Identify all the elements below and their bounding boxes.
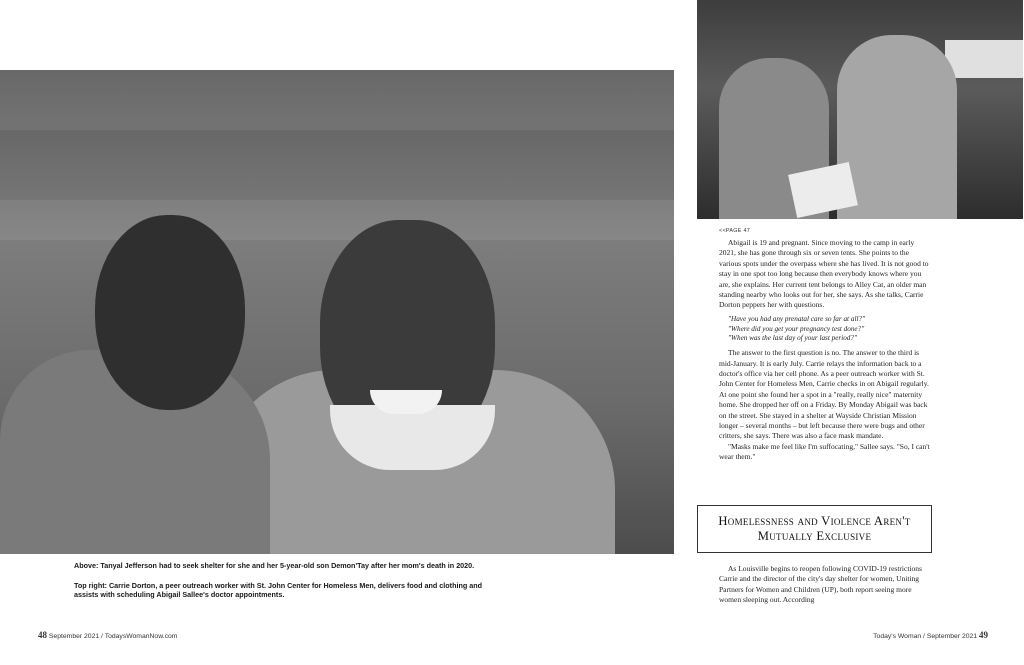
paragraph: "Masks make me feel like I'm suffocating," Sallee says. "So, I can't wear them." bbox=[719, 441, 930, 462]
caption-above: Above: Tanyal Jefferson had to seek shelter for she and her 5-year-old son Demon'Tay after her mom's death in 2020. bbox=[74, 561, 475, 570]
folio-text: Today's Woman / September 2021 bbox=[873, 633, 978, 640]
jump-label: <<PAGE 47 bbox=[719, 228, 751, 234]
quote: "Where did you get your pregnancy test done?" bbox=[728, 324, 865, 333]
folio-left bbox=[38, 630, 177, 640]
article-column-continued bbox=[719, 564, 932, 606]
quote: "Have you had any prenatal care so far at all?" bbox=[728, 314, 866, 323]
article-column bbox=[719, 228, 932, 463]
quote-list bbox=[728, 315, 932, 344]
wall-texture bbox=[0, 200, 674, 240]
top-right-photo bbox=[697, 0, 1023, 219]
wall-texture bbox=[0, 70, 674, 130]
overpass-opening bbox=[945, 40, 1023, 78]
main-photo bbox=[0, 70, 674, 554]
paragraph: The answer to the first question is no. The answer to the third is mid-January. It is early July. Carrie relays the information back to a doctor's office via her cell phone. As a peer outreach worker with St. John Center for Homeless Men, Carrie checks in on Abigail regularly. At one point she found her a spot in a "really, really nice" maternity home. She dropped her off on a Friday. By Monday Abigail was back on the street. She stayed in a shelter at Wayside Christian Mission longer – several months – but left because there were bugs and other critters, she says. There was also a face mask mandate. bbox=[719, 348, 929, 441]
caption-top-right: Top right: Carrie Dorton, a peer outreach worker with St. John Center for Homeless Men, delivers food and clothing and assists with scheduling Abigail Sallee's doctor appointments. bbox=[74, 581, 483, 599]
paragraph: As Louisville begins to reopen following COVID-19 restrictions Carrie and the director of the city's day shelter for women, Uniting Partners for Women and Children (UP), both report seeing more women sleeping out. According bbox=[719, 564, 922, 605]
page-number: 49 bbox=[979, 630, 988, 640]
subhead-title: Homelessness and Violence Aren't Mutually Exclusive bbox=[718, 514, 911, 543]
child-face bbox=[95, 215, 245, 410]
paragraph: Abigail is 19 and pregnant. Since moving to the camp in early 2021, she has gone through six or seven tents. She points to the various spots under the overpass where she has lived. It is not good to stay in one spot too long because then everybody knows where you are, she explains. Her current tent belongs to Alley Cat, an older man standing nearby who looks out for her, she says. As she talks, Carrie Dorton peppers her with questions. bbox=[719, 238, 929, 310]
page-number: 48 bbox=[38, 630, 47, 640]
folio-text: September 2021 / TodaysWomanNow.com bbox=[48, 633, 178, 640]
subhead-box bbox=[697, 505, 932, 553]
folio-right bbox=[873, 630, 988, 640]
quote: "When was the last day of your last period?" bbox=[728, 334, 858, 343]
